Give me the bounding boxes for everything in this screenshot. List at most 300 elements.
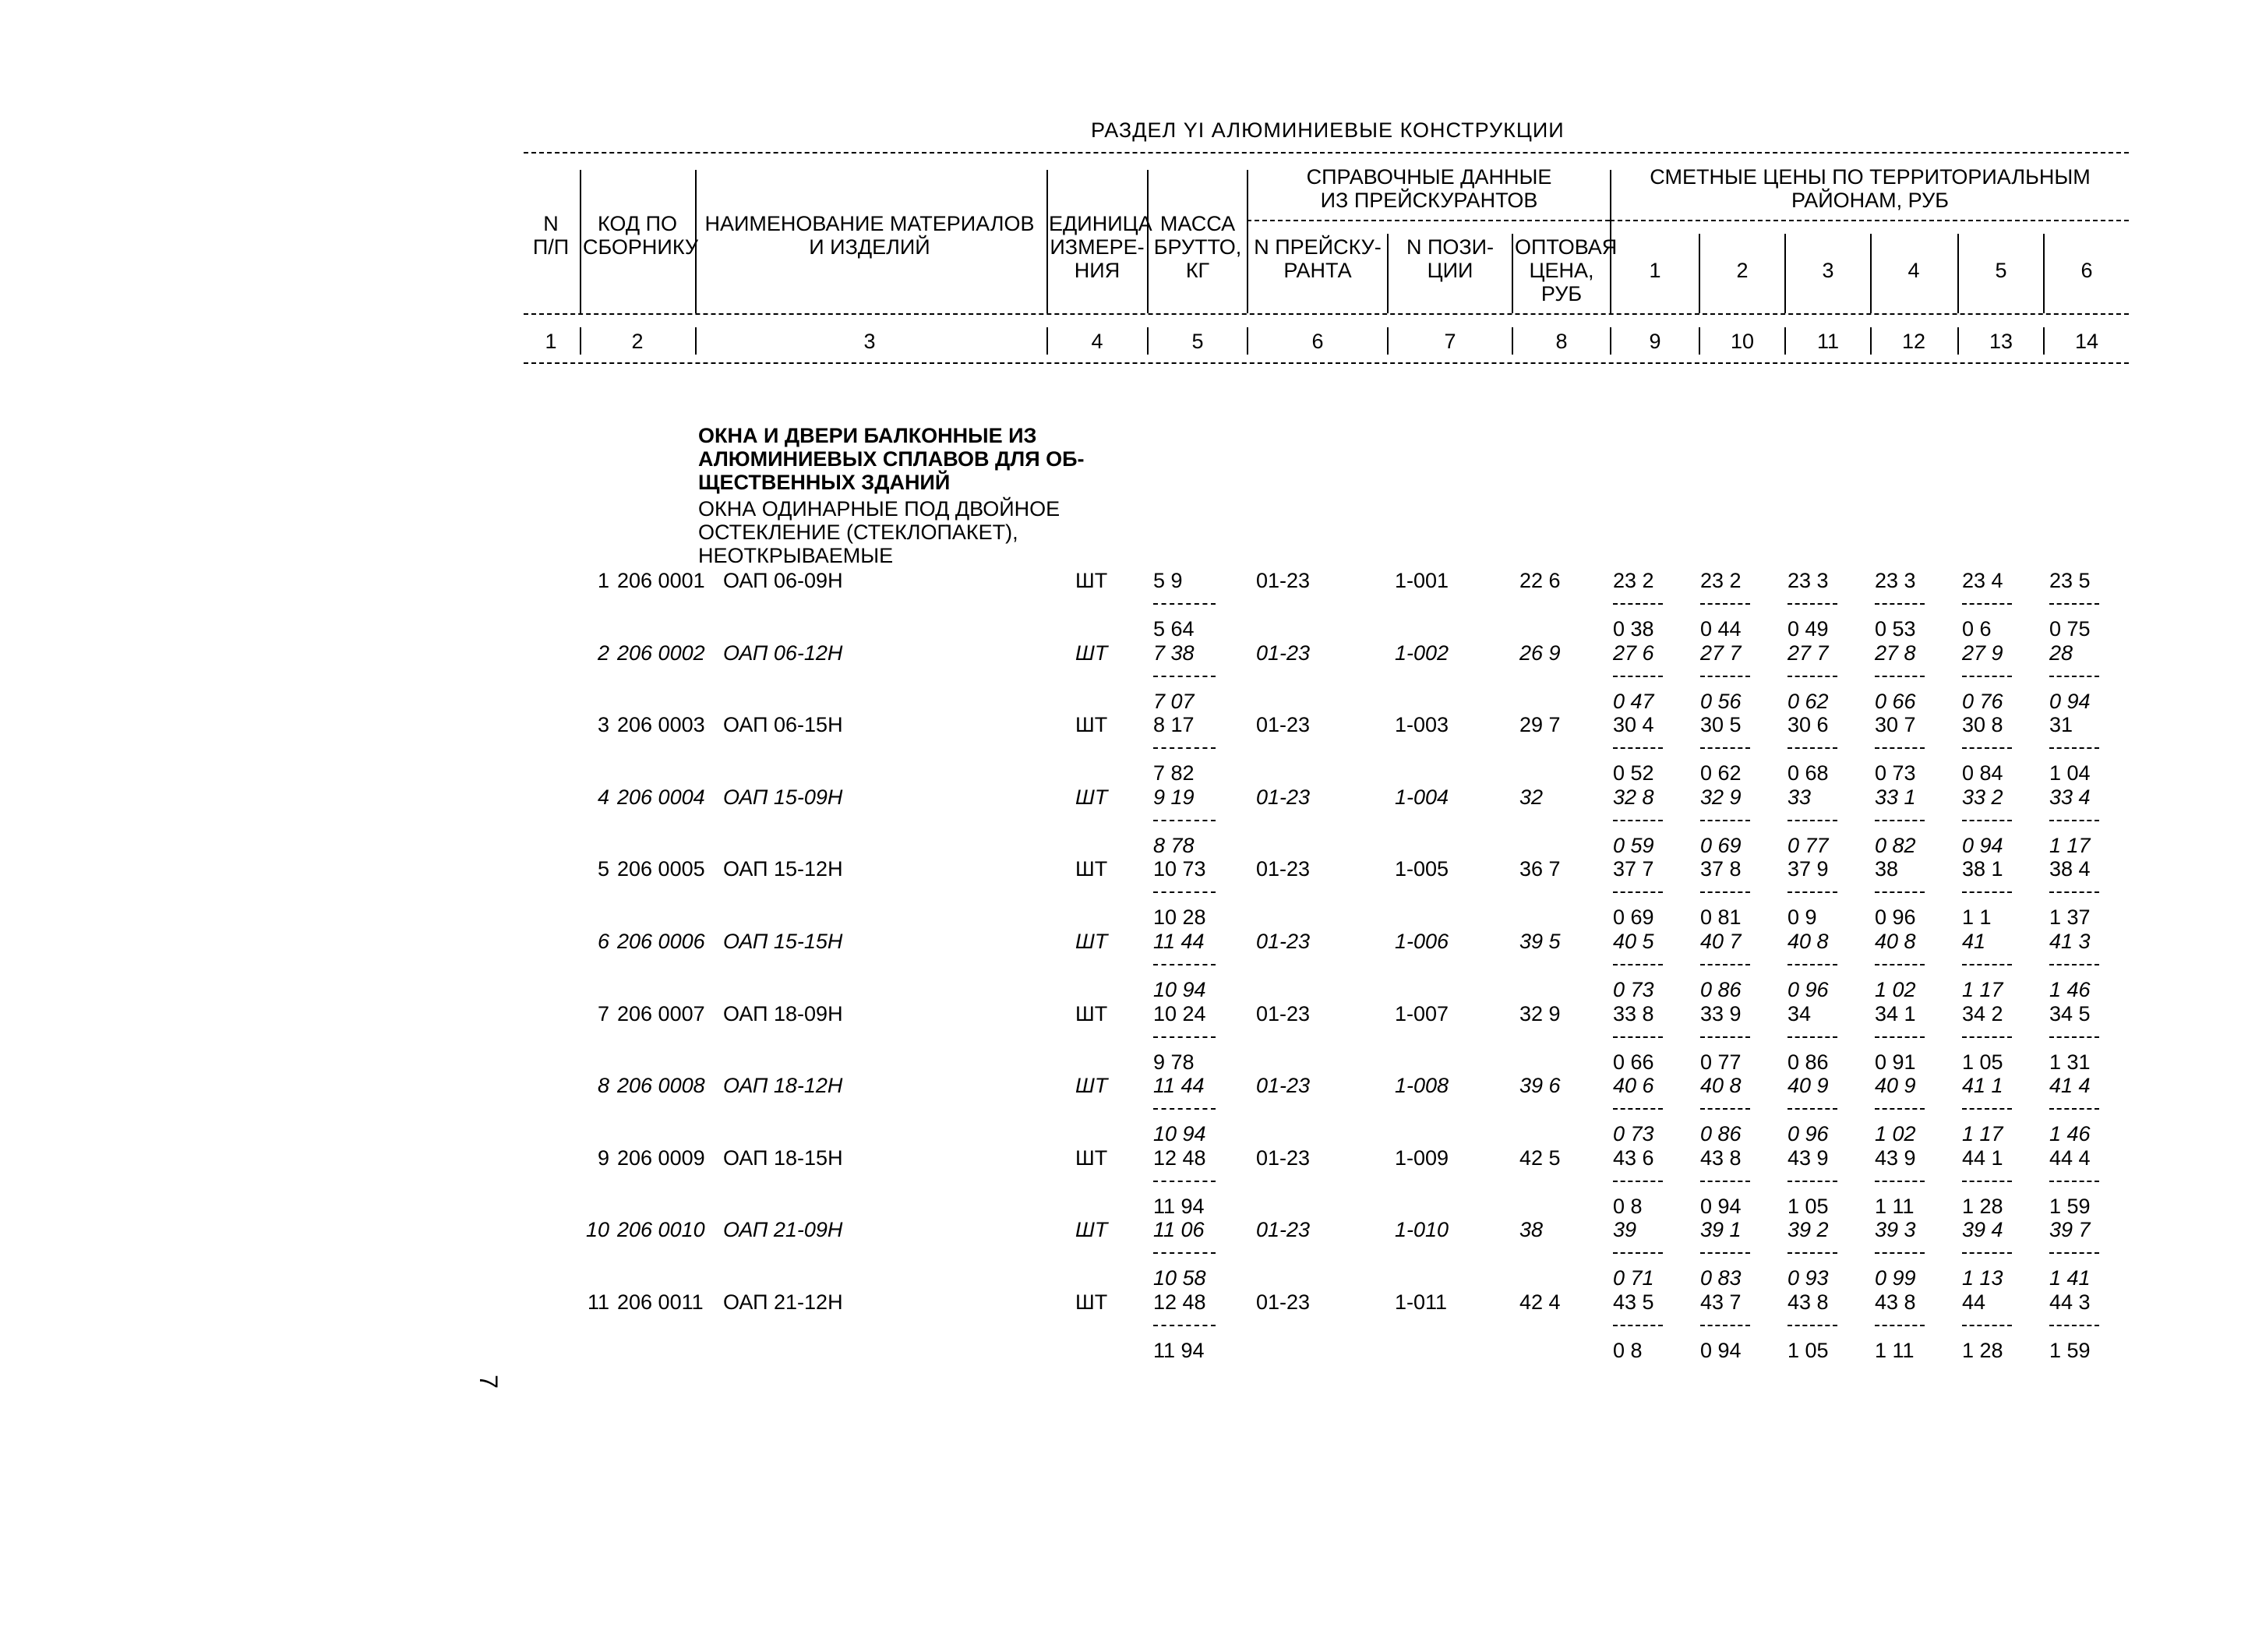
row-region-price: 43 8 — [1788, 1290, 1829, 1314]
row-code: 206 0002 — [617, 641, 705, 665]
row-region-price-secondary: 1 28 — [1962, 1194, 2003, 1218]
row-region-price: 30 5 — [1700, 713, 1742, 737]
column-divider — [1512, 234, 1513, 313]
row-position: 1-009 — [1395, 1145, 1449, 1170]
row-mass-secondary: 10 94 — [1153, 1122, 1206, 1146]
row-region-price: 23 3 — [1875, 569, 1916, 592]
row-region-price-secondary: 0 94 — [2049, 689, 2091, 713]
header-col-number: 2 — [631, 330, 644, 353]
row-region-price: 44 3 — [2049, 1290, 2091, 1314]
row-region-price-secondary: 0 73 — [1613, 978, 1654, 1001]
header-col1: N — [543, 212, 559, 235]
fraction-rule — [1613, 1181, 1663, 1182]
row-pricelist: 01-23 — [1256, 713, 1311, 737]
row-mass-secondary: 7 82 — [1153, 761, 1195, 785]
row-number: 6 — [597, 930, 609, 953]
fraction-rule — [1613, 1325, 1663, 1326]
row-wholesale-price: 22 6 — [1519, 569, 1561, 592]
row-pricelist: 01-23 — [1256, 1074, 1311, 1098]
page-title: РАЗДЕЛ YI АЛЮМИНИЕВЫЕ КОНСТРУКЦИИ — [1091, 118, 1565, 142]
row-mass-secondary: 11 94 — [1153, 1194, 1205, 1218]
header-col-number: 4 — [1091, 330, 1103, 353]
fraction-rule — [1153, 1036, 1216, 1038]
fraction-rule — [1700, 603, 1750, 605]
row-region-price: 23 2 — [1613, 569, 1654, 592]
column-divider — [1387, 327, 1389, 355]
header-col3: НАИМЕНОВАНИЕ МАТЕРИАЛОВ — [704, 212, 1035, 235]
header-col5: МАССА — [1159, 212, 1236, 235]
row-region-price: 40 8 — [1700, 1074, 1742, 1098]
fraction-rule — [1962, 676, 2012, 677]
row-region-price: 23 5 — [2049, 569, 2091, 592]
row-position: 1-004 — [1395, 785, 1449, 809]
section-heading-line: АЛЮМИНИЕВЫХ СПЛАВОВ ДЛЯ ОБ- — [698, 447, 1085, 471]
row-unit: ШТ — [1075, 641, 1108, 665]
header-col-number: 6 — [1311, 330, 1324, 353]
row-region-price-secondary: 0 9 — [1788, 905, 1817, 930]
row-mass: 10 24 — [1153, 1001, 1206, 1025]
row-pricelist: 01-23 — [1256, 1218, 1311, 1242]
header-price-group: СМЕТНЫЕ ЦЕНЫ ПО ТЕРРИТОРИАЛЬНЫМ — [1650, 165, 2091, 189]
fraction-rule — [1962, 1325, 2012, 1326]
row-name: ОАП 18-09Н — [723, 1001, 843, 1025]
row-mass: 5 9 — [1153, 569, 1183, 592]
row-region-price-secondary: 1 11 — [1875, 1194, 1915, 1218]
row-region-price: 27 9 — [1962, 641, 2003, 665]
row-region-price: 33 1 — [1875, 785, 1916, 809]
column-divider — [1247, 170, 1248, 313]
header-region-4: 4 — [1907, 259, 1920, 282]
fraction-rule — [1153, 676, 1216, 677]
row-region-price: 23 2 — [1700, 569, 1742, 592]
row-position: 1-010 — [1395, 1218, 1449, 1242]
column-divider — [1247, 327, 1248, 355]
row-code: 206 0008 — [617, 1074, 705, 1098]
fraction-rule — [1700, 1252, 1750, 1254]
fraction-rule — [1788, 964, 1837, 965]
fraction-rule — [1788, 1325, 1837, 1326]
row-name: ОАП 06-15Н — [723, 713, 843, 737]
fraction-rule — [1875, 1325, 1925, 1326]
row-code: 206 0007 — [617, 1001, 705, 1025]
fraction-rule — [2049, 1181, 2099, 1182]
row-region-price: 30 4 — [1613, 713, 1654, 737]
fraction-rule — [1700, 1325, 1750, 1326]
column-divider — [1046, 327, 1048, 355]
row-name: ОАП 15-15Н — [723, 930, 843, 953]
row-mass: 12 48 — [1153, 1290, 1206, 1314]
header-col-number: 5 — [1191, 330, 1204, 353]
row-region-price-secondary: 0 38 — [1613, 617, 1654, 641]
header-col-number: 11 — [1816, 330, 1840, 353]
row-region-price: 33 9 — [1700, 1001, 1742, 1025]
row-region-price-secondary: 0 94 — [1700, 1194, 1742, 1218]
header-col7: N ПОЗИ- — [1406, 235, 1495, 259]
row-region-price-secondary: 0 86 — [1700, 1122, 1742, 1146]
row-region-price: 40 5 — [1613, 930, 1654, 953]
row-unit: ШТ — [1075, 1290, 1108, 1314]
row-region-price: 39 1 — [1700, 1218, 1742, 1242]
fraction-rule — [1875, 820, 1925, 821]
row-region-price: 30 7 — [1875, 713, 1916, 737]
row-region-price: 23 3 — [1788, 569, 1829, 592]
fraction-rule — [1788, 1108, 1837, 1110]
fraction-rule — [1788, 603, 1837, 605]
header-col8: РУБ — [1540, 282, 1583, 305]
header-col-number: 10 — [1730, 330, 1755, 353]
row-region-price-secondary: 0 96 — [1788, 978, 1829, 1001]
row-mass-secondary: 10 58 — [1153, 1266, 1206, 1290]
row-pricelist: 01-23 — [1256, 641, 1311, 665]
fraction-rule — [1153, 891, 1216, 893]
fraction-rule — [1613, 964, 1663, 965]
row-mass: 12 48 — [1153, 1145, 1206, 1170]
row-region-price: 41 1 — [1962, 1074, 2003, 1098]
row-number: 8 — [597, 1074, 609, 1098]
section-heading — [698, 424, 1085, 494]
section-heading-line: ОКНА И ДВЕРИ БАЛКОННЫЕ ИЗ — [698, 424, 1037, 447]
fraction-rule — [1962, 1036, 2012, 1038]
header-col-number: 14 — [2074, 330, 2099, 353]
fraction-rule — [1962, 820, 2012, 821]
row-number: 5 — [597, 857, 609, 881]
row-position: 1-011 — [1395, 1290, 1448, 1314]
section-subheading-line: ОСТЕКЛЕНИЕ (СТЕКЛОПАКЕТ), — [698, 521, 1018, 544]
fraction-rule — [2049, 1252, 2099, 1254]
fraction-rule — [1962, 1181, 2012, 1182]
row-wholesale-price: 42 4 — [1519, 1290, 1561, 1314]
fraction-rule — [1153, 1108, 1216, 1110]
row-pricelist: 01-23 — [1256, 930, 1311, 953]
row-region-price-secondary: 0 77 — [1788, 833, 1829, 857]
fraction-rule — [1962, 1108, 2012, 1110]
fraction-rule — [1613, 891, 1663, 893]
row-mass: 11 44 — [1153, 930, 1205, 953]
row-region-price: 33 8 — [1613, 1001, 1654, 1025]
row-region-price-secondary: 1 46 — [2049, 978, 2091, 1001]
row-region-price-secondary: 0 96 — [1788, 1122, 1829, 1146]
header-col-number: 9 — [1649, 330, 1661, 353]
row-name: ОАП 18-15Н — [723, 1145, 843, 1170]
row-region-price: 39 7 — [2049, 1218, 2091, 1242]
row-mass-secondary: 10 28 — [1153, 905, 1206, 930]
row-wholesale-price: 39 6 — [1519, 1074, 1561, 1098]
row-region-price: 33 — [1788, 785, 1812, 809]
row-region-price-secondary: 0 73 — [1613, 1122, 1654, 1146]
row-region-price-secondary: 0 69 — [1613, 905, 1654, 930]
fraction-rule — [1788, 820, 1837, 821]
row-region-price: 41 4 — [2049, 1074, 2091, 1098]
column-divider — [1147, 327, 1149, 355]
row-region-price: 43 5 — [1613, 1290, 1654, 1314]
row-region-price: 37 9 — [1788, 857, 1829, 881]
row-region-price: 43 8 — [1700, 1145, 1742, 1170]
fraction-rule — [1613, 747, 1663, 749]
section-subheading-line: ОКНА ОДИНАРНЫЕ ПОД ДВОЙНОЕ — [698, 497, 1061, 521]
row-region-price-secondary: 0 99 — [1875, 1266, 1916, 1290]
row-region-price-secondary: 0 76 — [1962, 689, 2003, 713]
row-code: 206 0006 — [617, 930, 705, 953]
row-name: ОАП 06-12Н — [723, 641, 843, 665]
row-region-price-secondary: 0 71 — [1613, 1266, 1654, 1290]
row-unit: ШТ — [1075, 1218, 1108, 1242]
row-region-price: 43 7 — [1700, 1290, 1742, 1314]
row-wholesale-price: 42 5 — [1519, 1145, 1561, 1170]
row-region-price: 43 9 — [1788, 1145, 1829, 1170]
row-region-price-secondary: 1 17 — [1962, 1122, 2003, 1146]
column-divider — [695, 327, 697, 355]
row-region-price: 44 1 — [1962, 1145, 2003, 1170]
row-region-price: 27 7 — [1700, 641, 1742, 665]
fraction-rule — [1700, 1108, 1750, 1110]
row-region-price-secondary: 1 02 — [1875, 978, 1916, 1001]
row-region-price: 34 5 — [2049, 1001, 2091, 1025]
row-pricelist: 01-23 — [1256, 1001, 1311, 1025]
fraction-rule — [1613, 603, 1663, 605]
row-region-price: 28 — [2049, 641, 2073, 665]
section-heading-line: ЩЕСТВЕННЫХ ЗДАНИЙ — [698, 471, 951, 494]
header-col-number: 3 — [863, 330, 876, 353]
row-code: 206 0004 — [617, 785, 705, 809]
row-position: 1-007 — [1395, 1001, 1449, 1025]
header-col2: КОД ПО — [597, 212, 678, 235]
row-mass: 11 06 — [1153, 1218, 1205, 1242]
row-region-price-secondary: 0 49 — [1788, 617, 1829, 641]
row-region-price-secondary: 0 84 — [1962, 761, 2003, 785]
header-ref-group: ИЗ ПРЕЙСКУРАНТОВ — [1320, 189, 1538, 212]
fraction-rule — [1613, 1036, 1663, 1038]
column-divider — [580, 170, 581, 313]
row-region-price: 40 8 — [1788, 930, 1829, 953]
row-wholesale-price: 38 — [1519, 1218, 1544, 1242]
row-code: 206 0011 — [617, 1290, 704, 1314]
header-col-number: 8 — [1555, 330, 1568, 353]
fraction-rule — [1875, 1036, 1925, 1038]
row-mass-secondary: 5 64 — [1153, 617, 1195, 641]
row-region-price: 34 2 — [1962, 1001, 2003, 1025]
row-wholesale-price: 29 7 — [1519, 713, 1561, 737]
row-region-price-secondary: 0 53 — [1875, 617, 1916, 641]
header-col8: ОПТОВАЯ — [1515, 235, 1618, 259]
row-mass: 10 73 — [1153, 857, 1206, 881]
fraction-rule — [1962, 603, 2012, 605]
fraction-rule — [1875, 1181, 1925, 1182]
row-region-price-secondary: 0 86 — [1788, 1050, 1829, 1074]
row-code: 206 0009 — [617, 1145, 705, 1170]
fraction-rule — [1788, 747, 1837, 749]
row-region-price: 40 6 — [1613, 1074, 1654, 1098]
row-name: ОАП 15-12Н — [723, 857, 843, 881]
fraction-rule — [2049, 820, 2099, 821]
column-divider — [1512, 327, 1513, 355]
header-col6: N ПРЕЙСКУ- — [1254, 235, 1382, 259]
row-region-price-secondary: 0 52 — [1613, 761, 1654, 785]
fraction-rule — [2049, 964, 2099, 965]
row-region-price: 43 6 — [1613, 1145, 1654, 1170]
row-wholesale-price: 32 — [1519, 785, 1544, 809]
row-wholesale-price: 32 9 — [1519, 1001, 1561, 1025]
row-region-price: 38 1 — [1962, 857, 2003, 881]
fraction-rule — [1962, 891, 2012, 893]
fraction-rule — [1788, 891, 1837, 893]
row-region-price: 44 — [1962, 1290, 1986, 1314]
row-region-price-secondary: 0 68 — [1788, 761, 1829, 785]
row-unit: ШТ — [1075, 1074, 1108, 1098]
row-region-price: 39 4 — [1962, 1218, 2003, 1242]
fraction-rule — [1788, 676, 1837, 677]
row-region-price-secondary: 0 62 — [1788, 689, 1829, 713]
row-number: 7 — [597, 1001, 609, 1025]
section-subheading-line: НЕОТКРЫВАЕМЫЕ — [698, 544, 894, 567]
row-region-price: 32 9 — [1700, 785, 1742, 809]
page-number: 7 — [474, 1375, 503, 1389]
row-region-price-secondary: 0 75 — [2049, 617, 2091, 641]
row-region-price: 40 9 — [1875, 1074, 1916, 1098]
fraction-rule — [1788, 1036, 1837, 1038]
row-region-price-secondary: 0 66 — [1875, 689, 1916, 713]
row-region-price-secondary: 0 94 — [1962, 833, 2003, 857]
row-region-price: 41 3 — [2049, 930, 2091, 953]
row-number: 9 — [597, 1145, 609, 1170]
row-region-price-secondary: 1 05 — [1962, 1050, 2003, 1074]
row-region-price: 40 7 — [1700, 930, 1742, 953]
row-region-price: 40 8 — [1875, 930, 1916, 953]
row-region-price-secondary: 0 8 — [1613, 1339, 1643, 1362]
header-region-2: 2 — [1736, 259, 1749, 282]
row-region-price-secondary: 1 02 — [1875, 1122, 1916, 1146]
fraction-rule — [1153, 747, 1216, 749]
row-name: ОАП 21-12Н — [723, 1290, 843, 1314]
header-ref-group: СПРАВОЧНЫЕ ДАННЫЕ — [1306, 165, 1552, 189]
fraction-rule — [1153, 1252, 1216, 1254]
row-region-price-secondary: 1 46 — [2049, 1122, 2091, 1146]
row-region-price: 43 9 — [1875, 1145, 1916, 1170]
fraction-rule — [1962, 964, 2012, 965]
row-position: 1-002 — [1395, 641, 1449, 665]
row-mass-secondary: 7 07 — [1153, 689, 1195, 713]
row-region-price-secondary: 0 86 — [1700, 978, 1742, 1001]
row-region-price: 30 6 — [1788, 713, 1829, 737]
row-region-price-secondary: 0 93 — [1788, 1266, 1829, 1290]
header-col4: НИЯ — [1074, 259, 1120, 282]
row-pricelist: 01-23 — [1256, 857, 1311, 881]
row-region-price: 33 2 — [1962, 785, 2003, 809]
row-unit: ШТ — [1075, 569, 1108, 592]
header-region-6: 6 — [2080, 259, 2093, 282]
row-region-price-secondary: 0 83 — [1700, 1266, 1742, 1290]
row-name: ОАП 06-09Н — [723, 569, 843, 592]
row-region-price: 23 4 — [1962, 569, 2003, 592]
row-number: 4 — [597, 785, 609, 809]
col-numbers-rule — [524, 362, 2129, 364]
fraction-rule — [1788, 1181, 1837, 1182]
row-region-price-secondary: 0 62 — [1700, 761, 1742, 785]
row-region-price-secondary: 0 94 — [1700, 1339, 1742, 1362]
row-region-price-secondary: 1 59 — [2049, 1339, 2091, 1362]
fraction-rule — [2049, 676, 2099, 677]
row-region-price-secondary: 0 91 — [1875, 1050, 1916, 1074]
row-region-price-secondary: 0 96 — [1875, 905, 1916, 930]
row-region-price: 40 9 — [1788, 1074, 1829, 1098]
column-divider — [1147, 170, 1149, 313]
row-mass: 9 19 — [1153, 785, 1195, 809]
row-region-price: 37 7 — [1613, 857, 1654, 881]
fraction-rule — [1700, 891, 1750, 893]
fraction-rule — [1875, 891, 1925, 893]
header-col8: ЦЕНА, — [1529, 259, 1594, 282]
fraction-rule — [1700, 1036, 1750, 1038]
section-subheading — [698, 497, 1060, 567]
row-region-price: 38 4 — [2049, 857, 2091, 881]
row-region-price-secondary: 1 37 — [2049, 905, 2091, 930]
row-region-price-secondary: 1 1 — [1962, 905, 1992, 930]
row-wholesale-price: 26 9 — [1519, 641, 1561, 665]
header-col5: БРУТТО, — [1153, 235, 1242, 259]
fraction-rule — [1875, 676, 1925, 677]
row-number: 3 — [597, 713, 609, 737]
column-divider — [1046, 170, 1048, 313]
row-region-price-secondary: 1 05 — [1788, 1194, 1829, 1218]
row-region-price-secondary: 0 81 — [1700, 905, 1742, 930]
row-mass-secondary: 11 94 — [1153, 1339, 1205, 1362]
fraction-rule — [2049, 747, 2099, 749]
header-col7: ЦИИ — [1427, 259, 1473, 282]
row-region-price-secondary: 0 73 — [1875, 761, 1916, 785]
row-pricelist: 01-23 — [1256, 1290, 1311, 1314]
row-region-price: 32 8 — [1613, 785, 1654, 809]
fraction-rule — [1700, 964, 1750, 965]
row-number: 2 — [597, 641, 609, 665]
row-unit: ШТ — [1075, 1145, 1108, 1170]
fraction-rule — [1875, 1252, 1925, 1254]
row-number: 10 — [585, 1218, 609, 1242]
header-col-number: 7 — [1444, 330, 1456, 353]
row-wholesale-price: 39 5 — [1519, 930, 1561, 953]
row-position: 1-001 — [1395, 569, 1449, 592]
fraction-rule — [1875, 747, 1925, 749]
fraction-rule — [1613, 676, 1663, 677]
row-unit: ШТ — [1075, 930, 1108, 953]
fraction-rule — [1788, 1252, 1837, 1254]
header-price-group: РАЙОНАМ, РУБ — [1791, 189, 1949, 212]
fraction-rule — [1875, 1108, 1925, 1110]
row-region-price: 41 — [1962, 930, 1986, 953]
row-code: 206 0003 — [617, 713, 705, 737]
row-wholesale-price: 36 7 — [1519, 857, 1561, 881]
row-unit: ШТ — [1075, 785, 1108, 809]
fraction-rule — [2049, 1108, 2099, 1110]
fraction-rule — [1875, 603, 1925, 605]
row-mass: 7 38 — [1153, 641, 1195, 665]
fraction-rule — [1153, 1181, 1216, 1182]
row-region-price: 33 4 — [2049, 785, 2091, 809]
row-region-price-secondary: 0 8 — [1613, 1194, 1643, 1218]
row-number: 1 — [597, 569, 609, 592]
row-region-price: 27 6 — [1613, 641, 1654, 665]
row-region-price-secondary: 0 44 — [1700, 617, 1742, 641]
row-region-price: 34 1 — [1875, 1001, 1916, 1025]
row-mass-secondary: 9 78 — [1153, 1050, 1195, 1074]
row-position: 1-005 — [1395, 857, 1449, 881]
fraction-rule — [1153, 603, 1216, 605]
row-region-price-secondary: 0 77 — [1700, 1050, 1742, 1074]
row-region-price-secondary: 0 56 — [1700, 689, 1742, 713]
header-region-3: 3 — [1822, 259, 1834, 282]
fraction-rule — [1153, 1325, 1216, 1326]
row-pricelist: 01-23 — [1256, 1145, 1311, 1170]
fraction-rule — [2049, 1036, 2099, 1038]
row-position: 1-003 — [1395, 713, 1449, 737]
